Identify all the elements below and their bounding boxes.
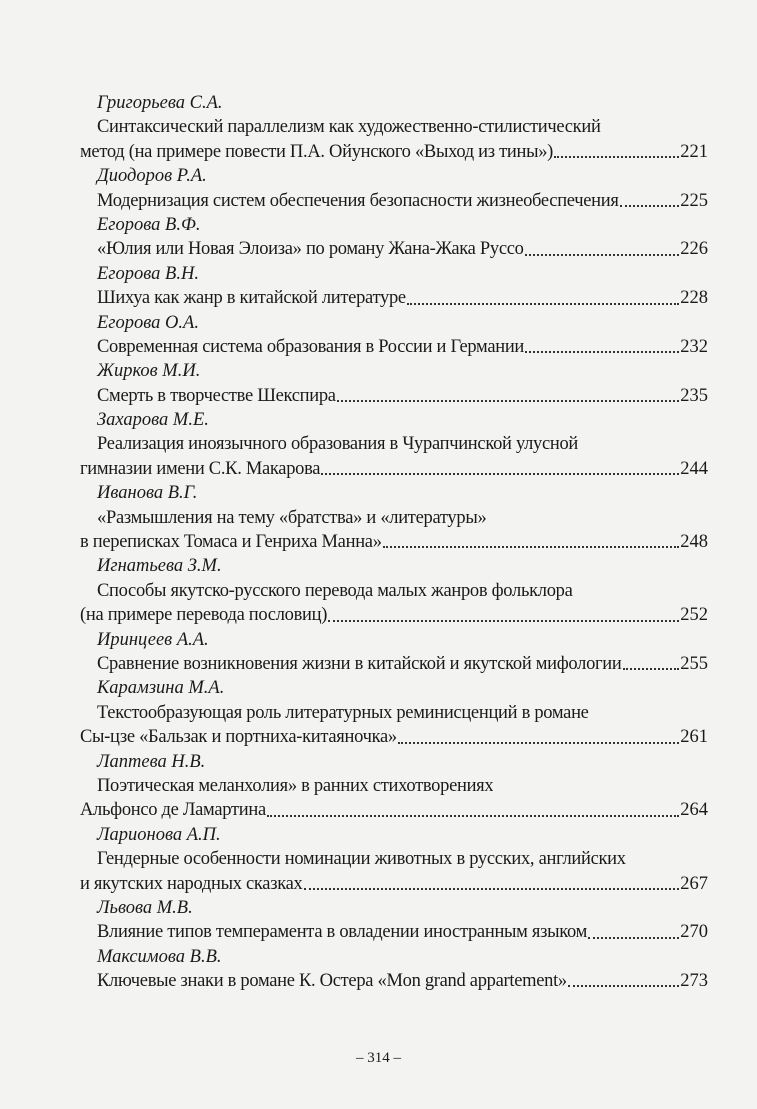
toc-entry: [80, 896, 708, 945]
entry-page-number: 221: [680, 141, 708, 162]
entry-title-line: [80, 579, 708, 603]
entry-page-number: 228: [680, 288, 708, 309]
entry-page-number: 267: [680, 873, 708, 894]
entry-author: Иринцеев А.А.: [97, 629, 209, 650]
entry-author: Захарова М.Е.: [97, 410, 209, 431]
entry-author: Максимова В.В.: [97, 946, 222, 967]
entry-title-line: [80, 725, 708, 749]
entry-title-line: [80, 237, 708, 261]
entry-title-text: в переписках Томаса и Генриха Манна»: [80, 532, 382, 553]
dot-leader: [622, 652, 681, 676]
entry-title-line: [80, 189, 708, 213]
table-of-contents: [80, 91, 708, 993]
entry-title-line: [80, 652, 708, 676]
dot-leader: [567, 969, 680, 993]
entry-title-line: [80, 457, 708, 481]
toc-entry: [80, 408, 708, 481]
dot-leader: [303, 872, 681, 896]
entry-title-text: Сравнение возникновения жизни в китайской и якутской мифологии: [97, 653, 622, 674]
entry-title-text: Шихуа как жанр в китайской литературе: [97, 288, 406, 309]
entry-author: Карамзина М.А.: [97, 678, 225, 699]
entry-author: Григорьева С.А.: [97, 93, 223, 113]
entry-page-number: 226: [680, 239, 708, 260]
entry-page-number: 235: [680, 385, 708, 406]
dot-leader: [327, 603, 680, 627]
dot-leader: [524, 335, 680, 359]
entry-title-text: Гендерные особенности номинации животных в русских, английских: [97, 849, 626, 870]
dot-leader: [524, 237, 681, 261]
toc-entry: [80, 262, 708, 311]
entry-page-number: 232: [680, 336, 708, 357]
entry-title-text: и якутских народных сказках: [80, 873, 303, 894]
entry-title-line: [80, 530, 708, 554]
entry-title-text: Альфонсо де Ламартина: [80, 800, 266, 821]
dot-leader: [587, 920, 680, 944]
entry-author: Лаптева Н.В.: [97, 751, 206, 772]
entry-page-number: 270: [680, 922, 708, 943]
toc-entry: [80, 945, 708, 994]
entry-title-line: [80, 603, 708, 627]
entry-title-line: [80, 115, 708, 139]
entry-page-number: 273: [680, 971, 708, 992]
toc-entry: [80, 481, 708, 554]
entry-author: Диодоров Р.А.: [97, 166, 207, 187]
entry-title-text: Реализация иноязычного образования в Чурапчинской улусной: [97, 434, 579, 455]
dot-leader: [336, 384, 681, 408]
entry-title-text: Современная система образования в России и Германии: [97, 336, 525, 357]
entry-title-line: [80, 140, 708, 164]
entry-title-text: Ключевые знаки в романе К. Остера «Mon grand appartement»: [97, 971, 567, 992]
entry-title-text: Текстообразующая роль литературных реминисценций в романе: [97, 702, 589, 723]
entry-title-line: [80, 432, 708, 456]
entry-title-text: Синтаксический параллелизм как художественно-стилистический: [97, 117, 601, 138]
entry-title-text: метод (на примере повести П.А. Ойунского «Выход из тины»): [80, 141, 554, 162]
entry-page-number: 255: [680, 653, 708, 674]
toc-entry: [80, 823, 708, 896]
entry-author: Егорова В.Ф.: [97, 214, 201, 235]
entry-title-line: [80, 969, 708, 993]
toc-entry: [80, 554, 708, 627]
entry-title-text: Сы-цзе «Бальзак и портниха-китаяночка»: [80, 727, 397, 748]
entry-author: Игнатьева З.М.: [97, 556, 222, 577]
entry-title-line: [80, 286, 708, 310]
entry-page-number: 244: [680, 458, 708, 479]
dot-leader: [320, 457, 680, 481]
entry-title-text: «Размышления на тему «братства» и «литературы»: [97, 507, 487, 528]
entry-author: Жирков М.И.: [97, 361, 201, 382]
toc-entry: [80, 91, 708, 164]
entry-title-text: Поэтическая меланхолия» в ранних стихотворениях: [97, 775, 494, 796]
entry-author: Иванова В.Г.: [97, 483, 198, 504]
entry-page-number: 248: [680, 532, 708, 553]
entry-title-line: [80, 920, 708, 944]
toc-entry: [80, 628, 708, 677]
entry-page-number: 264: [680, 800, 708, 821]
entry-title-line: [80, 774, 708, 798]
entry-title-text: Модернизация систем обеспечения безопасности жизнеобеспечения: [97, 190, 619, 211]
dot-leader: [406, 286, 680, 310]
toc-entry: [80, 359, 708, 408]
entry-title-text: «Юлия или Новая Элоиза» по роману Жана-Жака Руссо: [97, 239, 524, 260]
entry-title-text: (на примере перевода пословиц): [80, 605, 328, 626]
toc-entry: [80, 750, 708, 823]
entry-author: Егорова В.Н.: [97, 263, 199, 284]
entry-title-line: [80, 701, 708, 725]
entry-title-line: [80, 506, 708, 530]
toc-entry: [80, 213, 708, 262]
entry-title-line: [80, 384, 708, 408]
toc-entry: [80, 164, 708, 213]
entry-title-line: [80, 872, 708, 896]
entry-title-text: Смерть в творчестве Шекспира: [97, 385, 336, 406]
entry-author: Егорова О.А.: [97, 312, 199, 333]
entry-page-number: 252: [680, 605, 708, 626]
dot-leader: [397, 725, 680, 749]
toc-entry: [80, 676, 708, 749]
dot-leader: [553, 140, 680, 164]
entry-title-line: [80, 798, 708, 822]
entry-title-text: гимназии имени С.К. Макарова: [80, 458, 321, 479]
entry-title-line: [80, 847, 708, 871]
toc-entry: [80, 311, 708, 360]
dot-leader: [266, 798, 680, 822]
entry-page-number: 261: [680, 727, 708, 748]
page-number: – 314 –: [356, 1050, 401, 1066]
entry-author: Львова М.В.: [97, 897, 193, 918]
entry-title-line: [80, 335, 708, 359]
entry-page-number: 225: [680, 190, 708, 211]
entry-title-text: Влияние типов темперамента в овладении иностранным языком: [97, 922, 588, 943]
entry-title-text: Способы якутско-русского перевода малых жанров фольклора: [97, 580, 573, 601]
entry-author: Ларионова А.П.: [97, 824, 221, 845]
dot-leader: [382, 530, 681, 554]
dot-leader: [619, 189, 681, 213]
